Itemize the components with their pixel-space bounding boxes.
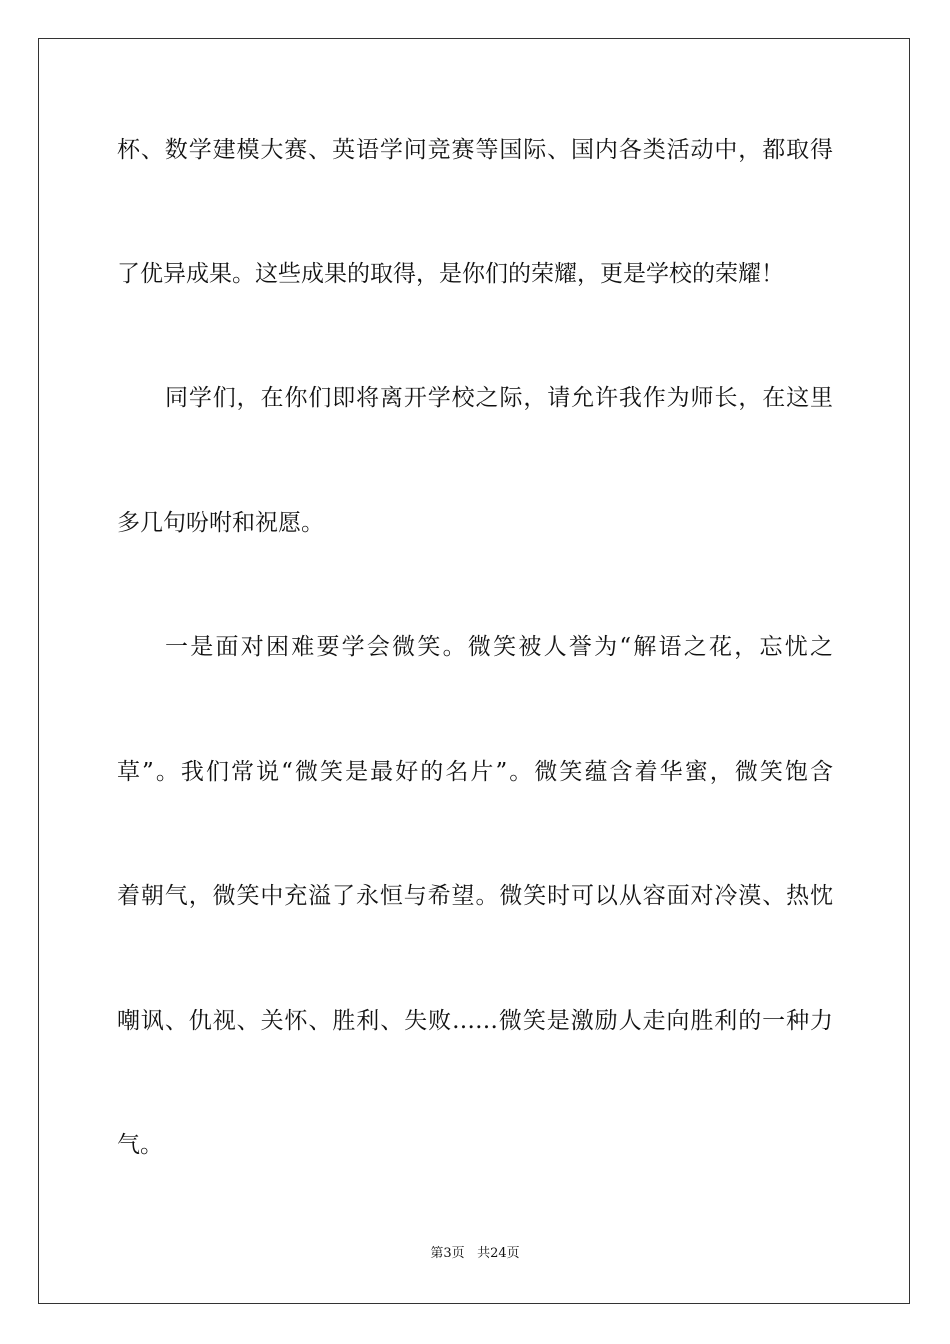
text-line-4: 多几句吩咐和祝愿。: [117, 510, 324, 536]
text-line-3: 同学们，在你们即将离开学校之际，请允许我作为师长，在这里: [165, 385, 833, 411]
page-frame: [38, 38, 910, 1304]
page-number: 第3页: [430, 1246, 465, 1261]
page-footer: [0, 1244, 950, 1264]
text-line-7: 着朝气，微笑中充溢了永恒与希望。微笑时可以从容面对冷漠、热忱: [117, 883, 833, 909]
text-line-1: 杯、数学建模大赛、英语学问竞赛等国际、国内各类活动中，都取得: [117, 137, 833, 163]
text-line-2: 了优异成果。这些成果的取得，是你们的荣耀，更是学校的荣耀！: [117, 261, 784, 287]
page-total: 共24页: [477, 1246, 520, 1261]
text-line-5: 一是面对困难要学会微笑。微笑被人誉为“解语之花，忘忧之: [165, 634, 833, 660]
text-line-8: 嘲讽、仇视、关怀、胜利、失败……微笑是激励人走向胜利的一种力: [117, 1008, 833, 1034]
text-line-9: 气。: [117, 1132, 163, 1158]
text-line-6: 草”。我们常说“微笑是最好的名片”。微笑蕴含着华蜜，微笑饱含: [117, 759, 833, 785]
